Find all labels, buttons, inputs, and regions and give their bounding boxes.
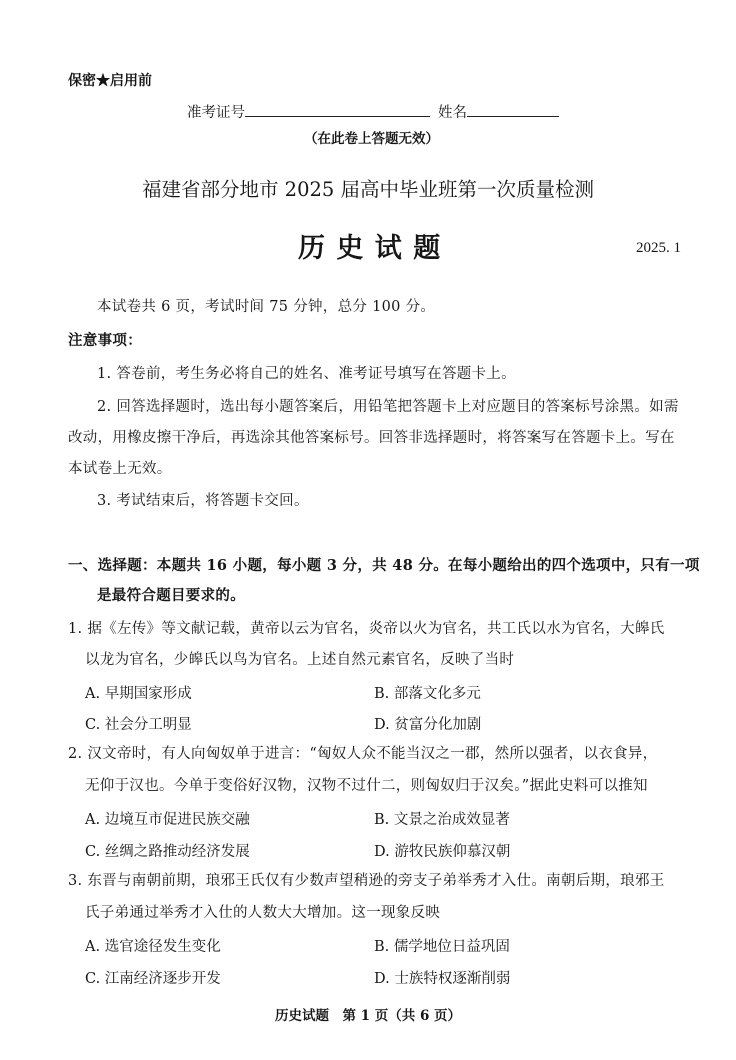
note-item-2-line-3: 本试卷上无效。 (68, 461, 172, 477)
note-item-3: 3. 考试结束后，将答题卡交回。 (97, 493, 309, 509)
section-1-heading-line-2: 是最符合题目要求的。 (97, 587, 245, 604)
question-1-line-2: 以龙为官名，少皞氏以鸟为官名。上述自然元素官名，反映了当时 (85, 652, 515, 668)
question-3-line-1: 3. 东晋与南朝前期，琅邪王氏仅有少数声望稍逊的旁支子弟举秀才入仕。南朝后期，琅邪王 (68, 873, 665, 889)
subject-title: 历 史 试 题 (298, 233, 442, 264)
question-2-option-a: A. 边境互市促进民族交融 (85, 812, 250, 828)
question-3-option-a: A. 选官途径发生变化 (85, 939, 221, 955)
question-3-line-2: 氏子弟通过举秀才入仕的人数大大增加。这一现象反映 (85, 905, 441, 921)
question-2-line-2: 无仰于汉也。今单于变俗好汉物，汉物不过什二，则匈奴归于汉矣。”据此史料可以推知 (85, 778, 648, 794)
name-label: 姓名 (438, 105, 467, 121)
question-2-line-1: 2. 汉文帝时，有人向匈奴单于进言：“匈奴人众不能当汉之一郡，然所以强者，以衣食异， (68, 746, 658, 762)
note-item-2-line-1: 2. 回答选择题时，选出每小题答案后，用铅笔把答题卡上对应题目的答案标号涂黑。如需 (97, 399, 679, 415)
exam-intro: 本试卷共 6 页，考试时间 75 分钟，总分 100 分。 (97, 299, 436, 315)
invalid-note: （在此卷上答题无效） (304, 131, 439, 147)
question-3-option-d: D. 士族特权逐渐削弱 (374, 971, 511, 987)
exam-title: 福建省部分地市 2025 届高中毕业班第一次质量检测 (141, 178, 595, 201)
note-item-1: 1. 答卷前，考生务必将自己的姓名、准考证号填写在答题卡上。 (97, 366, 516, 382)
question-1-option-a: A. 早期国家形成 (85, 686, 192, 702)
question-1-option-c: C. 社会分工明显 (85, 717, 192, 733)
candidate-info-line (187, 100, 559, 122)
page-footer: 历史试题 第 1 页（共 6 页） (274, 1008, 462, 1024)
exam-id-label: 准考证号 (187, 105, 245, 121)
section-1-heading-line-1: 一、选择题：本题共 16 小题，每小题 3 分，共 48 分。在每小题给出的四个选项中，只有一项 (68, 557, 700, 574)
question-1-option-d: D. 贫富分化加剧 (374, 717, 482, 733)
note-item-2-line-2: 改动，用橡皮擦干净后，再选涂其他答案标号。回答非选择题时，将答案写在答题卡上。写在 (68, 430, 675, 446)
exam-id-blank (245, 100, 430, 117)
question-1-option-b: B. 部落文化多元 (374, 686, 481, 702)
question-2-option-c: C. 丝绸之路推动经济发展 (85, 844, 250, 860)
exam-date: 2025. 1 (636, 240, 681, 256)
question-1-line-1: 1. 据《左传》等文献记载，黄帝以云为官名，炎帝以火为官名，共工氏以水为官名，大皞氏 (68, 621, 665, 637)
confidential-label: 保密★启用前 (68, 73, 152, 89)
question-2-option-b: B. 文景之治成效显著 (374, 812, 510, 828)
name-blank (467, 100, 559, 117)
question-3-option-c: C. 江南经济逐步开发 (85, 971, 221, 987)
notes-heading: 注意事项： (68, 332, 142, 349)
question-3-option-b: B. 儒学地位日益巩固 (374, 939, 510, 955)
question-2-option-d: D. 游牧民族仰慕汉朝 (374, 844, 511, 860)
